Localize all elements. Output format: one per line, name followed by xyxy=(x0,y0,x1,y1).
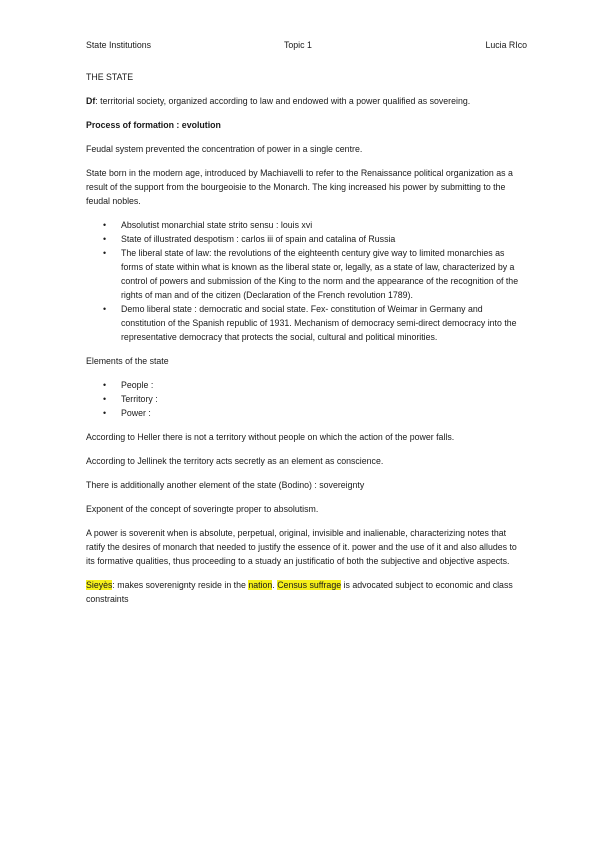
paragraph-jellinek: According to Jellinek the territory acts secretly as an element as conscience. xyxy=(86,456,384,466)
list-item: • Demo liberal state : democratic and social state. Fex- constitution of Weimar in Germany and constitution of the Spanish republic of 1931. Mechanism of democracy semi-direct democracy into the representative democracy that protects the social, cultural and political minorities. xyxy=(86,302,526,344)
definition-paragraph xyxy=(86,94,526,108)
list-item: • Power : xyxy=(86,406,526,420)
paragraph-heller: According to Heller there is not a territory without people on which the action of the power falls. xyxy=(86,432,455,442)
sieyes-text: : makes soverenignty reside in the xyxy=(112,580,249,590)
definition-text: : territorial society, organized according to law and endowed with a power qualified as sovereing. xyxy=(95,96,471,106)
highlight-census-suffrage: Census suffrage xyxy=(277,580,342,590)
paragraph-sieyes xyxy=(86,578,526,606)
paragraph-feudal: Feudal system prevented the concentration of power in a single centre. xyxy=(86,144,363,154)
paragraph-state-born: State born in the modern age, introduced by Machiavelli to refer to the Renaissance political organization as a result of the support from the bourgeoisie to the Monarch. The king increased his power by submitting to the feudal nobles. xyxy=(86,168,513,206)
definition-label: Df xyxy=(86,96,96,106)
highlight-sieyes: Sieyès xyxy=(86,580,113,590)
list-item: • People : xyxy=(86,378,526,392)
page-header xyxy=(86,38,527,52)
header-course-title: State Institutions xyxy=(86,40,152,50)
list-item: • Absolutist monarchial state strito sensu : louis xvi xyxy=(86,218,526,232)
document-title: THE STATE xyxy=(86,72,134,82)
paragraph-exponent: Exponent of the concept of soveringte proper to absolutism. xyxy=(86,504,319,514)
header-author: Lucia RIco xyxy=(485,40,527,50)
sieyes-text-end: is advocated subject to economic and class constraints xyxy=(86,580,513,604)
list-item: • The liberal state of law: the revolutions of the eighteenth century give way to limited monarchies as forms of state within what is known as the liberal state or, legally, as a state of law, characterized by a control of powers and submission of the King to the norm and the appearance of the recognition of the rights of man and of the citizen (Declaration of the French revolution 1789). xyxy=(86,246,526,302)
paragraph-bodino: There is additionally another element of the state (Bodino) : sovereignty xyxy=(86,480,365,490)
evolution-list xyxy=(86,218,526,344)
header-topic: Topic 1 xyxy=(284,40,312,50)
elements-heading: Elements of the state xyxy=(86,356,169,366)
elements-list xyxy=(86,378,526,420)
list-item: • State of illustrated despotism : carlos iii of spain and catalina of Russia xyxy=(86,232,526,246)
paragraph-power: A power is soverenit when is absolute, perpetual, original, invisible and inalienable, characterizing notes that ratify the desires of monarch that needed to justify the essence of it. power and the use of it and also alludes to its formative qualities, thus proceeding to a stuady an justificatio of both the subjective and objective aspects. xyxy=(86,528,517,566)
list-item: • Territory : xyxy=(86,392,526,406)
document-body xyxy=(86,70,526,616)
sieyes-separator: . xyxy=(272,580,278,590)
highlight-nation: nation xyxy=(248,580,273,590)
process-heading: Process of formation : evolution xyxy=(86,120,221,130)
